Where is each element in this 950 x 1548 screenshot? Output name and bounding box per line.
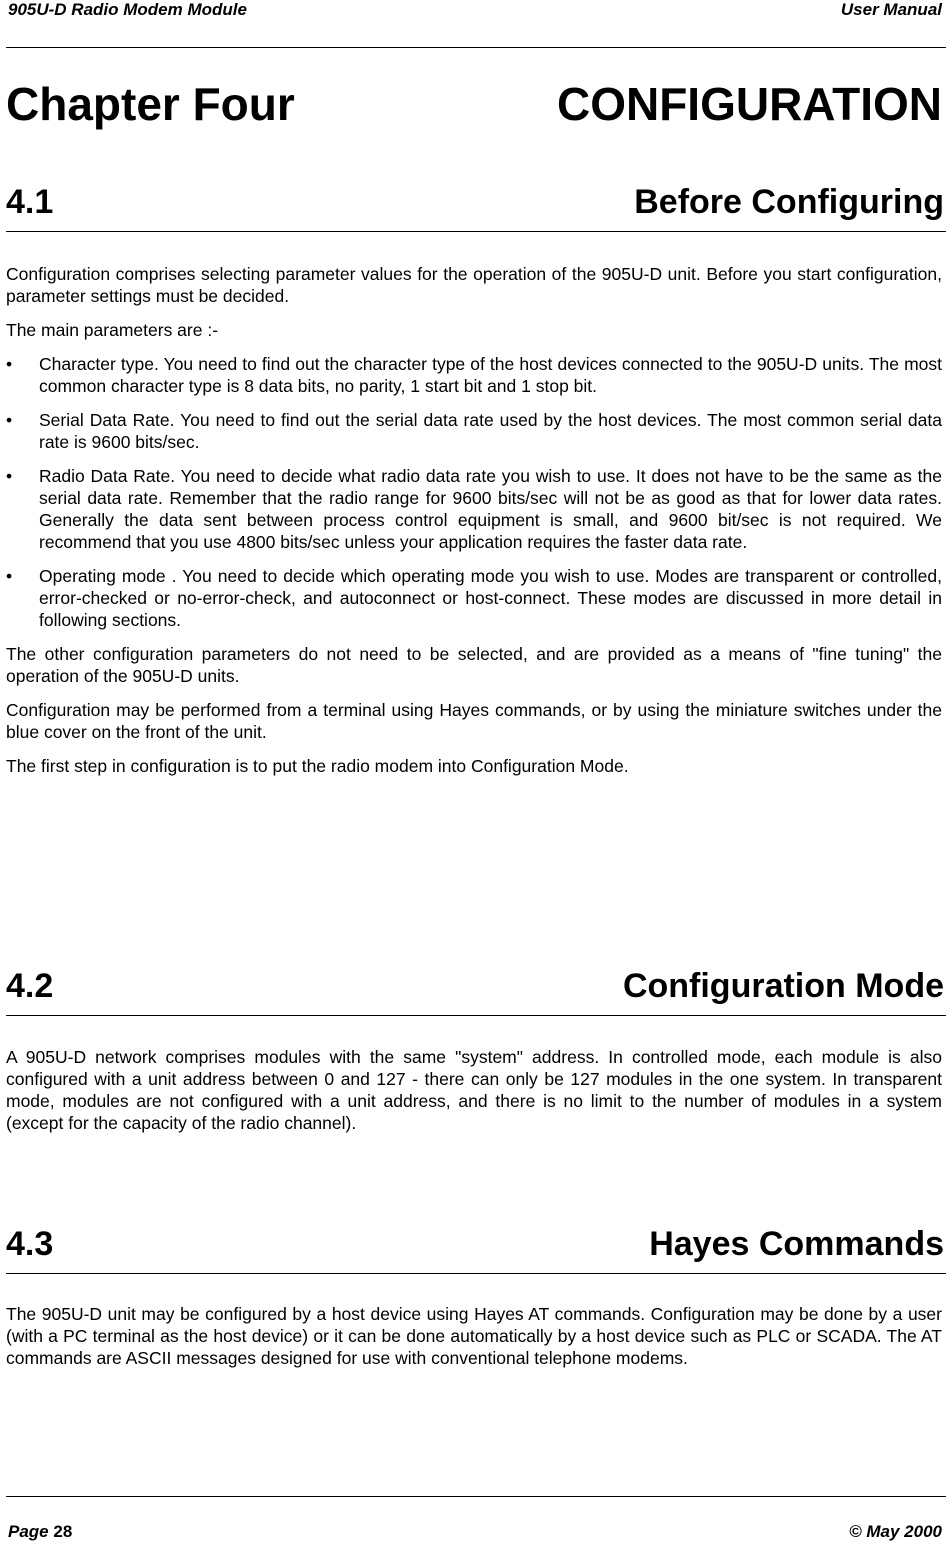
- section-heading-4-2: [6, 966, 944, 1006]
- chapter-label: Chapter Four: [6, 78, 295, 130]
- section-title: Configuration Mode: [622, 967, 944, 1005]
- paragraph-first-step: The first step in configuration is to put the radio modem into Configuration Mode.: [6, 756, 629, 776]
- section-4-3-body: [6, 1303, 942, 1369]
- bullet-icon: •: [6, 466, 13, 486]
- footer-date: © May 2000: [849, 1522, 942, 1541]
- list-item: [6, 409, 942, 453]
- section-title: Hayes Commands: [649, 1225, 944, 1263]
- chapter-heading: [6, 78, 942, 130]
- section-rule: [6, 1015, 946, 1016]
- paragraph-other-params: The other configuration parameters do not need to be selected, and are provided as a means of "fine tuning" the operation of the 905U-D units.: [6, 644, 942, 686]
- paragraph-intro: Configuration comprises selecting parameter values for the operation of the 905U-D unit. Before you start configuration, parameter settings must be decided.: [6, 264, 942, 306]
- header-doc-type: User Manual: [840, 0, 942, 19]
- section-4-1-body: [6, 263, 942, 777]
- list-item: [6, 465, 942, 553]
- page-number: [8, 1522, 72, 1542]
- paragraph-config-methods: Configuration may be performed from a terminal using Hayes commands, or by using the miniature switches under the blue cover on the front of the unit.: [6, 700, 942, 742]
- section-number: 4.2: [6, 967, 54, 1005]
- list-item: [6, 565, 942, 631]
- section-heading-4-1: [6, 182, 944, 222]
- footer-rule: [6, 1496, 946, 1497]
- list-item-text: Operating mode . You need to decide which operating mode you wish to use. Modes are transparent or controlled, error-checked or no-error-check, and autoconnect or host-connect. These modes are discussed in more detail in following sections.: [39, 566, 942, 630]
- section-rule: [6, 231, 946, 232]
- section-number: 4.1: [6, 183, 54, 221]
- list-item: [6, 353, 942, 397]
- section-heading-4-3: [6, 1224, 944, 1264]
- section-number: 4.3: [6, 1225, 54, 1263]
- page-footer: [8, 1522, 942, 1546]
- list-item-text: Radio Data Rate. You need to decide what radio data rate you wish to use. It does not have to be the same as the serial data rate. Remember that the radio range for 9600 bits/sec will not be as good as that for lower data rates. Generally the data sent between process control equipment is small, and 9600 bit/sec is not required. We recommend that you use 4800 bits/sec unless your application requires the faster data rate.: [39, 466, 942, 552]
- bullet-icon: •: [6, 566, 13, 586]
- section-rule: [6, 1273, 946, 1274]
- paragraph-config-mode: A 905U-D network comprises modules with the same "system" address. In controlled mode, each module is also configured with a unit address between 0 and 127 - there can only be 127 modules in the one system. In transparent mode, modules are not configured with a unit address, and there is no limit to the number of modules in a system (except for the capacity of the radio channel).: [6, 1047, 942, 1133]
- header-product: 905U-D Radio Modem Module: [8, 0, 247, 19]
- bullet-icon: •: [6, 410, 13, 430]
- page-label: Page: [8, 1522, 49, 1541]
- list-item-text: Serial Data Rate. You need to find out the serial data rate used by the host devices. The most common serial data rate is 9600 bits/sec.: [39, 410, 942, 452]
- page-header: [8, 0, 942, 22]
- bullet-icon: •: [6, 354, 13, 374]
- header-rule: [6, 47, 946, 48]
- page-number-value: 28: [53, 1522, 73, 1541]
- paragraph-hayes: The 905U-D unit may be configured by a host device using Hayes AT commands. Configuration may be done by a user (with a PC terminal as the host device) or it can be done automatically by a host device such as PLC or SCADA. The AT commands are ASCII messages designed for use with conventional telephone modems.: [6, 1304, 942, 1368]
- section-4-2-body: [6, 1046, 942, 1134]
- section-title: Before Configuring: [634, 183, 944, 221]
- chapter-title: CONFIGURATION: [556, 78, 942, 130]
- list-item-text: Character type. You need to find out the character type of the host devices connected to the 905U-D units. The most common character type is 8 data bits, no parity, 1 start bit and 1 stop bit.: [39, 354, 942, 396]
- paragraph-main-params: The main parameters are :-: [6, 320, 219, 340]
